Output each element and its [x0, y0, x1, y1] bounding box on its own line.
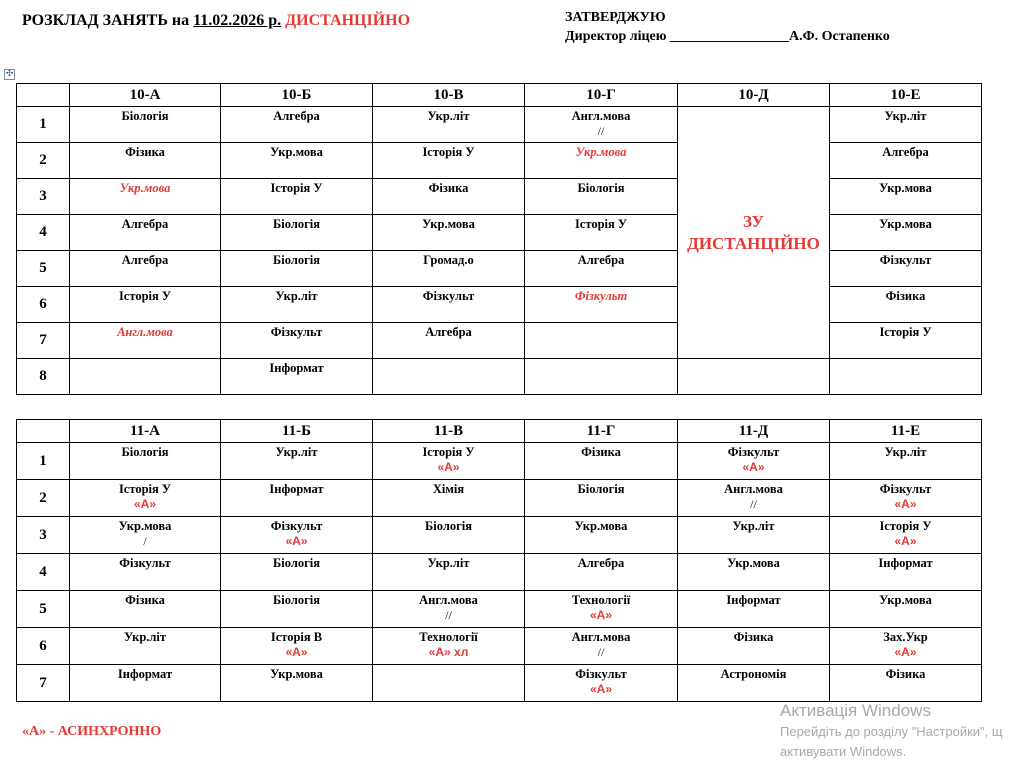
- lesson-cell: [830, 179, 982, 215]
- lesson-number: 7: [17, 323, 70, 359]
- class-header: 10-Д: [678, 84, 830, 107]
- lesson-cell: [70, 628, 221, 665]
- lesson-cell: [525, 359, 678, 395]
- class-header: 10-В: [373, 84, 525, 107]
- subject-name: Фізкульт: [727, 445, 780, 459]
- lesson-cell: [70, 517, 221, 554]
- lesson-cell: [70, 443, 221, 480]
- lesson-cell: [830, 323, 982, 359]
- lesson-cell: [373, 323, 525, 359]
- lesson-cell: [525, 215, 678, 251]
- subject-name: Алгебра: [273, 109, 320, 123]
- lesson-cell: [830, 287, 982, 323]
- lesson-cell: [70, 554, 221, 591]
- schedule-title: РОЗКЛАД ЗАНЯТЬ на: [22, 12, 190, 29]
- lesson-number: 3: [17, 179, 70, 215]
- group-split-marker: //: [445, 608, 452, 622]
- lesson-cell: [70, 323, 221, 359]
- lesson-cell: [830, 665, 982, 702]
- subject-name: Інформат: [726, 593, 781, 607]
- lesson-cell: [70, 665, 221, 702]
- subject-name: Історія У: [879, 519, 932, 533]
- lesson-number: 7: [17, 665, 70, 702]
- subject-name: Фізкульт: [270, 325, 323, 339]
- schedule-title-line: [22, 12, 410, 30]
- class-header: 11-Б: [221, 420, 373, 443]
- subject-name: Фізкульт: [879, 253, 932, 267]
- lesson-cell: [830, 480, 982, 517]
- class-header: 11-Г: [525, 420, 678, 443]
- lesson-cell: [525, 179, 678, 215]
- subject-name: Фізика: [125, 145, 165, 159]
- lesson-cell: [678, 359, 830, 395]
- lesson-cell: [678, 665, 830, 702]
- subject-name: Інформат: [269, 361, 324, 375]
- group-split-marker: //: [597, 124, 605, 138]
- async-marker: «А»: [133, 497, 156, 511]
- subject-name: Укр.мова: [879, 593, 932, 607]
- watermark-line-2: активувати Windows.: [780, 744, 907, 759]
- subject-name: Історія У: [270, 181, 323, 195]
- subject-name: Інформат: [117, 667, 173, 681]
- lesson-cell: [373, 591, 525, 628]
- lesson-cell: [830, 359, 982, 395]
- subject-name: Укр.мова: [270, 145, 323, 159]
- lesson-number: 2: [17, 480, 70, 517]
- distance-label-line2: ДИСТАНЦІЙНО: [687, 233, 820, 253]
- lesson-cell: [221, 591, 373, 628]
- class-header: 11-А: [70, 420, 221, 443]
- async-marker: «А»: [894, 645, 917, 659]
- subject-name: Англ.мова: [571, 630, 631, 644]
- subject-name: Фізика: [581, 445, 621, 459]
- subject-name: Укр.літ: [123, 630, 167, 644]
- lesson-cell: [830, 107, 982, 143]
- distance-learning-cell: [678, 107, 830, 359]
- lesson-row: [17, 443, 982, 480]
- subject-name: Біологія: [273, 593, 320, 607]
- lesson-cell: [221, 215, 373, 251]
- lesson-cell: [525, 143, 678, 179]
- group-split-marker: /: [143, 534, 147, 548]
- lesson-cell: [373, 251, 525, 287]
- class-header: 11-Е: [830, 420, 982, 443]
- subject-name: Укр.літ: [884, 109, 927, 123]
- corner-cell: [17, 84, 70, 107]
- subject-name: Алгебра: [121, 253, 169, 267]
- subject-name: Зах.Укр: [883, 630, 928, 644]
- lesson-number: 6: [17, 628, 70, 665]
- lesson-number: 1: [17, 107, 70, 143]
- lesson-row: [17, 591, 982, 628]
- schedule-table-grade-11: [16, 419, 982, 702]
- lesson-cell: [373, 554, 525, 591]
- lesson-cell: [830, 251, 982, 287]
- lesson-cell: [525, 517, 678, 554]
- subject-name: Фізкульт: [270, 519, 323, 533]
- lesson-number: 3: [17, 517, 70, 554]
- lesson-number: 1: [17, 443, 70, 480]
- lesson-cell: [70, 143, 221, 179]
- distance-label-line1: ЗУ: [742, 211, 765, 231]
- async-marker: «А»: [437, 460, 460, 474]
- lesson-cell: [678, 517, 830, 554]
- subject-name: Історія У: [118, 482, 172, 496]
- lesson-cell: [830, 591, 982, 628]
- class-header: 10-Г: [525, 84, 678, 107]
- lesson-row: [17, 251, 982, 287]
- subject-name: Історія У: [879, 325, 932, 339]
- subject-name: Фізкульт: [575, 667, 627, 681]
- subject-name: Біологія: [577, 482, 625, 496]
- lesson-cell: [525, 591, 678, 628]
- async-marker: «А» хл: [428, 645, 469, 659]
- subject-name: Алгебра: [577, 556, 625, 570]
- lesson-cell: [221, 287, 373, 323]
- subject-name: Укр.літ: [732, 519, 775, 533]
- approval-label: ЗАТВЕРДЖУЮ: [565, 10, 666, 25]
- lesson-row: [17, 359, 982, 395]
- lesson-cell: [221, 251, 373, 287]
- subject-name: Алгебра: [577, 253, 625, 267]
- subject-name: Історія У: [118, 289, 172, 303]
- lesson-cell: [221, 628, 373, 665]
- subject-name: Укр.літ: [884, 445, 927, 459]
- lesson-cell: [525, 665, 678, 702]
- subject-name: Історія В: [270, 630, 323, 644]
- subject-name: Історія У: [422, 145, 475, 159]
- class-header: 11-Д: [678, 420, 830, 443]
- subject-name: Алгебра: [882, 145, 929, 159]
- lesson-cell: [221, 323, 373, 359]
- lesson-cell: [221, 359, 373, 395]
- subject-name: Фізкульт: [879, 482, 932, 496]
- lesson-cell: [373, 628, 525, 665]
- subject-name: Фізика: [885, 667, 926, 681]
- lesson-cell: [830, 554, 982, 591]
- table-move-handle-icon[interactable]: ✣: [5, 69, 14, 79]
- lesson-row: [17, 628, 982, 665]
- subject-name: Хімія: [432, 482, 465, 496]
- lesson-cell: [221, 480, 373, 517]
- subject-name: Технології: [419, 630, 478, 644]
- lesson-number: 6: [17, 287, 70, 323]
- async-marker: «А»: [894, 534, 917, 548]
- lesson-cell: [830, 215, 982, 251]
- schedule-date: 11.02.2026 р.: [193, 12, 282, 29]
- subject-name: Укр.літ: [427, 109, 470, 123]
- subject-name: Укр.літ: [275, 445, 318, 459]
- lesson-cell: [830, 628, 982, 665]
- subject-name: Укр.мова: [118, 519, 172, 533]
- subject-name: Англ.мова: [571, 109, 631, 123]
- lesson-cell: [70, 179, 221, 215]
- director-signature-line: Директор ліцею _________________А.Ф. Остапенко: [565, 29, 890, 44]
- lesson-cell: [525, 107, 678, 143]
- async-marker: «А»: [742, 460, 765, 474]
- corner-cell: [17, 420, 70, 443]
- watermark-line-1: Перейдіть до розділу "Настройки", щ: [780, 724, 1003, 739]
- subject-name: Фізика: [428, 181, 469, 195]
- subject-name: Укр.мова: [575, 145, 627, 159]
- subject-name: Укр.мова: [727, 556, 780, 570]
- class-header: 10-Е: [830, 84, 982, 107]
- subject-name: Історія У: [574, 217, 628, 231]
- subject-name: Біологія: [121, 109, 169, 123]
- subject-name: Фізкульт: [422, 289, 475, 303]
- async-marker: «А»: [894, 497, 917, 511]
- subject-name: Біологія: [121, 445, 169, 459]
- subject-name: Фізкульт: [119, 556, 171, 570]
- lesson-row: [17, 107, 982, 143]
- lesson-cell: [678, 628, 830, 665]
- lesson-row: [17, 665, 982, 702]
- lesson-row: [17, 287, 982, 323]
- lesson-row: [17, 480, 982, 517]
- lesson-cell: [221, 665, 373, 702]
- subject-name: Біологія: [273, 217, 320, 231]
- lesson-cell: [525, 323, 678, 359]
- lesson-number: 4: [17, 215, 70, 251]
- schedule-mode: ДИСТАНЦІЙНО: [285, 12, 411, 29]
- subject-name: Фізика: [733, 630, 774, 644]
- class-header: 11-В: [373, 420, 525, 443]
- lesson-cell: [373, 287, 525, 323]
- lesson-row: [17, 554, 982, 591]
- subject-name: Укр.мова: [119, 181, 171, 195]
- lesson-cell: [221, 517, 373, 554]
- subject-name: Англ.мова: [419, 593, 478, 607]
- subject-name: Біологія: [273, 556, 320, 570]
- lesson-cell: [373, 480, 525, 517]
- subject-name: Алгебра: [425, 325, 472, 339]
- lesson-cell: [373, 517, 525, 554]
- legend-async: «А» - АСИНХРОННО: [22, 724, 162, 739]
- lesson-cell: [70, 591, 221, 628]
- lesson-cell: [678, 591, 830, 628]
- subject-name: Укр.мова: [879, 217, 932, 231]
- lesson-row: [17, 143, 982, 179]
- lesson-cell: [221, 107, 373, 143]
- windows-activation-watermark: [780, 700, 1003, 762]
- lesson-cell: [678, 554, 830, 591]
- subject-name: Фізика: [125, 593, 165, 607]
- class-header: 10-Б: [221, 84, 373, 107]
- lesson-row: [17, 323, 982, 359]
- lesson-cell: [221, 443, 373, 480]
- lesson-cell: [373, 215, 525, 251]
- subject-name: Біологія: [425, 519, 472, 533]
- lesson-cell: [373, 179, 525, 215]
- subject-name: Укр.літ: [275, 289, 318, 303]
- async-marker: «А»: [589, 608, 612, 622]
- lesson-cell: [70, 251, 221, 287]
- subject-name: Біологія: [273, 253, 320, 267]
- lesson-number: 5: [17, 591, 70, 628]
- lesson-cell: [525, 251, 678, 287]
- group-split-marker: //: [750, 497, 757, 511]
- subject-name: Громад.о: [423, 253, 474, 267]
- schedule-table-grade-10: [16, 83, 982, 395]
- lesson-cell: [678, 443, 830, 480]
- lesson-cell: [525, 554, 678, 591]
- group-split-marker: //: [597, 645, 605, 659]
- subject-name: Укр.мова: [422, 217, 475, 231]
- lesson-row: [17, 179, 982, 215]
- subject-name: Історія У: [422, 445, 475, 459]
- subject-name: Укр.мова: [879, 181, 932, 195]
- lesson-cell: [373, 443, 525, 480]
- lesson-number: 5: [17, 251, 70, 287]
- lesson-cell: [373, 143, 525, 179]
- subject-name: Укр.літ: [427, 556, 470, 570]
- subject-name: Англ.мова: [117, 325, 173, 339]
- lesson-cell: [830, 443, 982, 480]
- lesson-cell: [525, 628, 678, 665]
- lesson-cell: [221, 143, 373, 179]
- lesson-cell: [525, 480, 678, 517]
- lesson-number: 8: [17, 359, 70, 395]
- lesson-cell: [70, 215, 221, 251]
- subject-name: Інформат: [269, 482, 324, 496]
- lesson-cell: [70, 287, 221, 323]
- lesson-cell: [830, 143, 982, 179]
- subject-name: Технології: [571, 593, 631, 607]
- lesson-cell: [221, 179, 373, 215]
- watermark-title: Активація Windows: [780, 701, 931, 720]
- subject-name: Біологія: [577, 181, 625, 195]
- lesson-cell: [373, 359, 525, 395]
- subject-name: Алгебра: [121, 217, 169, 231]
- subject-name: Фізкульт: [574, 289, 628, 303]
- subject-name: Інформат: [878, 556, 933, 570]
- approval-block: [565, 8, 890, 46]
- lesson-cell: [678, 480, 830, 517]
- lesson-cell: [525, 287, 678, 323]
- lesson-number: 4: [17, 554, 70, 591]
- class-header: 10-А: [70, 84, 221, 107]
- subject-name: Англ.мова: [724, 482, 783, 496]
- subject-name: Укр.мова: [574, 519, 628, 533]
- lesson-number: 2: [17, 143, 70, 179]
- lesson-cell: [70, 359, 221, 395]
- lesson-row: [17, 215, 982, 251]
- lesson-row: [17, 517, 982, 554]
- async-marker: «А»: [285, 645, 308, 659]
- async-marker: «А»: [589, 682, 612, 696]
- lesson-cell: [525, 443, 678, 480]
- subject-name: Астрономія: [720, 667, 787, 681]
- lesson-cell: [70, 480, 221, 517]
- lesson-cell: [221, 554, 373, 591]
- lesson-cell: [373, 665, 525, 702]
- lesson-cell: [830, 517, 982, 554]
- async-marker: «А»: [285, 534, 308, 548]
- lesson-cell: [373, 107, 525, 143]
- subject-name: Укр.мова: [270, 667, 323, 681]
- subject-name: Фізика: [885, 289, 926, 303]
- lesson-cell: [70, 107, 221, 143]
